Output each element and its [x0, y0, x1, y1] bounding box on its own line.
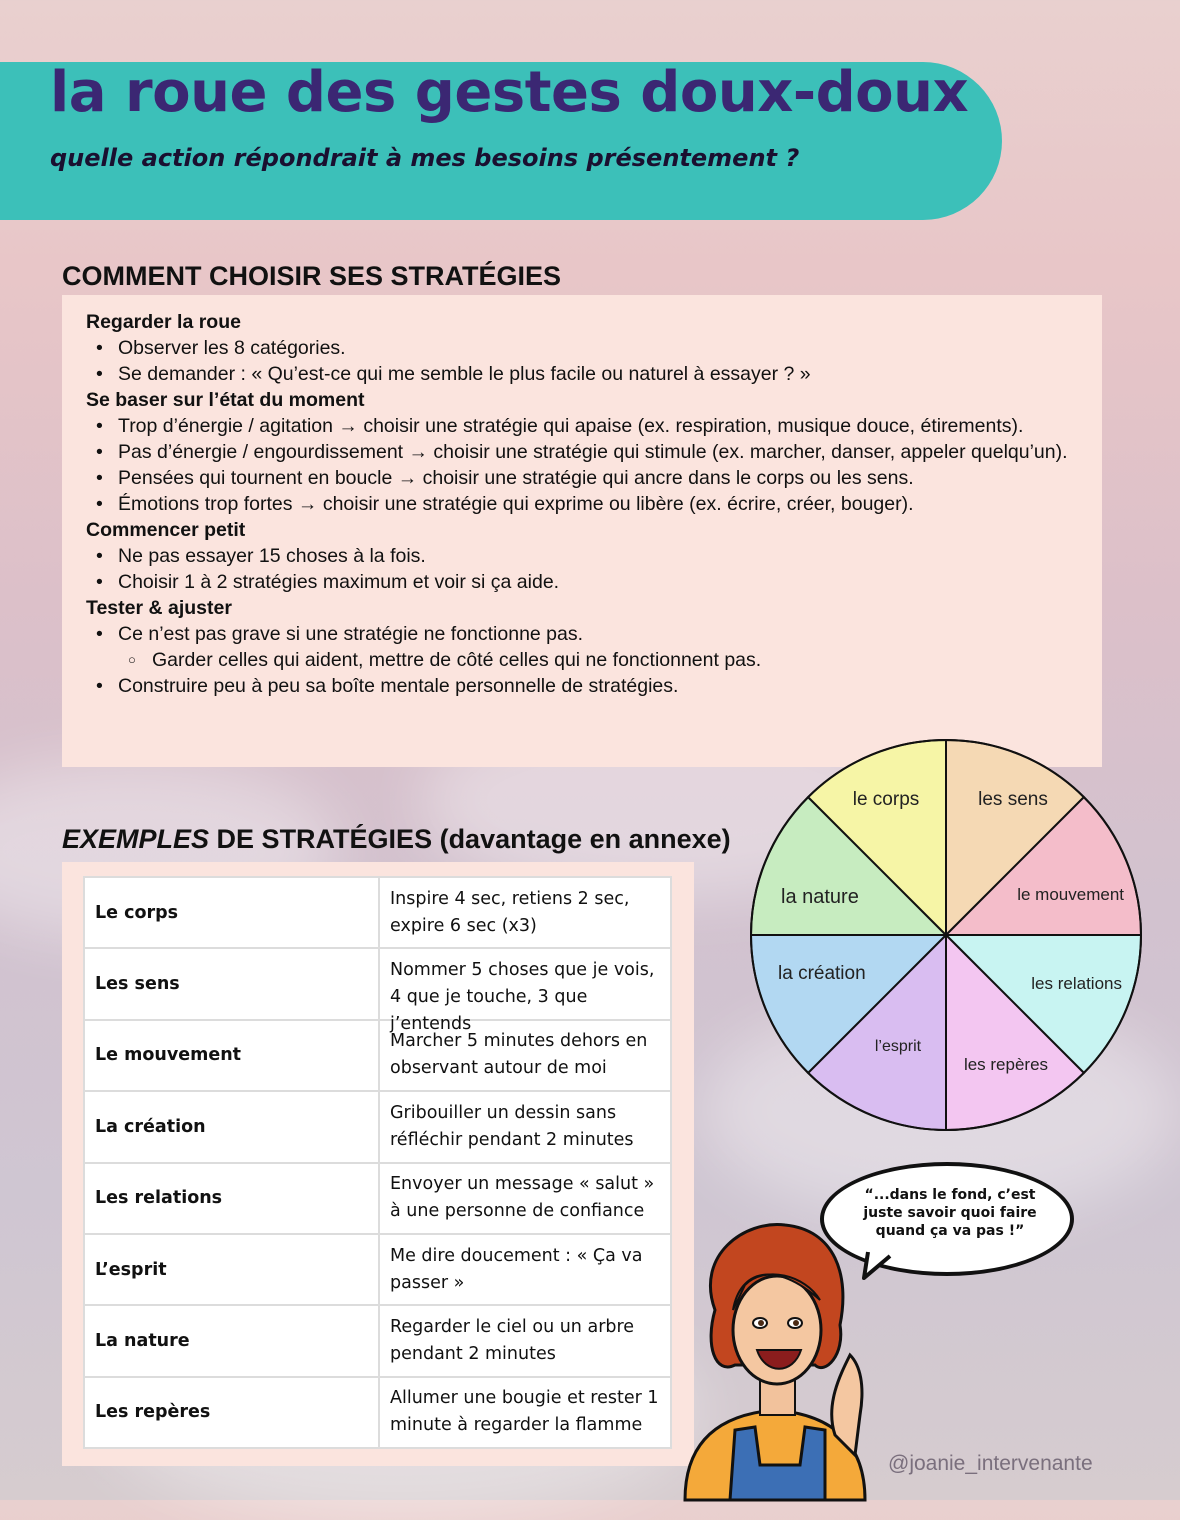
table-row: [84, 1091, 671, 1162]
action-cell: Inspire 4 sec, retiens 2 sec, expire 6 sec (x3): [379, 877, 671, 948]
examples-title-em: EXEMPLES: [62, 824, 210, 854]
how-to-list: [86, 543, 1078, 595]
category-cell: Le corps: [84, 877, 379, 948]
category-cell: La création: [84, 1091, 379, 1162]
table-row: [84, 1163, 671, 1234]
wheel-label: les sens: [978, 789, 1048, 810]
table-row: [84, 1377, 671, 1448]
how-to-item: • Pensées qui tournent en boucle → choisir une stratégie qui ancre dans le corps ou les sens.: [96, 465, 1078, 491]
speech-tail: [860, 1250, 900, 1280]
category-cell: Le mouvement: [84, 1020, 379, 1091]
how-to-item: • Se demander : « Qu’est-ce qui me semble le plus facile ou naturel à essayer ? »: [96, 361, 1078, 387]
how-to-item: • Observer les 8 catégories.: [96, 335, 1078, 361]
how-to-item: • Choisir 1 à 2 stratégies maximum et voir si ça aide.: [96, 569, 1078, 595]
action-cell: Allumer une bougie et rester 1 minute à regarder la flamme: [379, 1377, 671, 1448]
how-to-list: [86, 335, 1078, 387]
table-row: [84, 948, 671, 1019]
action-cell: Nommer 5 choses que je vois, 4 que je touche, 3 que j’entends: [379, 948, 671, 1019]
action-cell: Regarder le ciel ou un arbre pendant 2 minutes: [379, 1305, 671, 1376]
wheel-label: la nature: [781, 886, 859, 908]
author-handle: @joanie_intervenante: [888, 1452, 1093, 1475]
wheel-label: les repères: [963, 1055, 1049, 1074]
category-cell: Les sens: [84, 948, 379, 1019]
examples-title-rest: DE STRATÉGIES (davantage en annexe): [209, 824, 731, 854]
wheel-label: la création: [778, 963, 866, 984]
how-to-item: • Construire peu à peu sa boîte mentale personnelle de stratégies.: [96, 673, 1078, 699]
table-row: [84, 877, 671, 948]
wheel-label: le mouvement: [1017, 885, 1124, 904]
table-row: [84, 1234, 671, 1305]
how-to-group-title: Tester & ajuster: [86, 597, 232, 619]
strategy-wheel: [748, 737, 1144, 1133]
how-to-group-title: Se baser sur l’état du moment: [86, 389, 365, 411]
how-to-list: [86, 621, 1078, 699]
how-to-item: ○ Garder celles qui aident, mettre de côté celles qui ne fonctionnent pas.: [96, 647, 1078, 673]
woman-illustration: [675, 1215, 875, 1500]
how-to-list: [86, 413, 1078, 517]
how-to-item: • Émotions trop fortes → choisir une stratégie qui exprime ou libère (ex. écrire, créer, bouger).: [96, 491, 1078, 517]
wheel-label: le corps: [852, 789, 920, 810]
category-cell: Les relations: [84, 1163, 379, 1234]
action-cell: Envoyer un message « salut » à une personne de confiance: [379, 1163, 671, 1234]
how-to-item: • Trop d’énergie / agitation → choisir une stratégie qui apaise (ex. respiration, musique douce, étirements).: [96, 413, 1078, 439]
how-to-group-title: Regarder la roue: [86, 311, 241, 333]
speech-text: “...dans le fond, c’est juste savoir quoi faire quand ça va pas !”: [863, 1187, 1037, 1239]
page-subtitle: quelle action répondrait à mes besoins présentement ?: [50, 144, 800, 172]
examples-table: [83, 876, 672, 1449]
category-cell: Les repères: [84, 1377, 379, 1448]
table-row: [84, 1305, 671, 1376]
how-to-panel: [62, 295, 1102, 767]
wheel-label: l’esprit: [874, 1038, 922, 1055]
action-cell: Marcher 5 minutes dehors en observant autour de moi: [379, 1020, 671, 1091]
table-row: [84, 1020, 671, 1091]
how-to-item: • Ce n’est pas grave si une stratégie ne fonctionne pas.: [96, 621, 1078, 647]
category-cell: La nature: [84, 1305, 379, 1376]
page-title: la roue des gestes doux-doux: [50, 60, 969, 125]
how-to-group-title: Commencer petit: [86, 519, 246, 541]
category-cell: L’esprit: [84, 1234, 379, 1305]
wheel-label: les relations: [1031, 974, 1122, 993]
how-to-title: COMMENT CHOISIR SES STRATÉGIES: [62, 261, 562, 291]
examples-title: [62, 824, 731, 855]
action-cell: Gribouiller un dessin sans réfléchir pendant 2 minutes: [379, 1091, 671, 1162]
action-cell: Me dire doucement : « Ça va passer »: [379, 1234, 671, 1305]
how-to-item: • Ne pas essayer 15 choses à la fois.: [96, 543, 1078, 569]
how-to-item: • Pas d’énergie / engourdissement → choisir une stratégie qui stimule (ex. marcher, danser, appeler quelqu’un).: [96, 439, 1078, 465]
